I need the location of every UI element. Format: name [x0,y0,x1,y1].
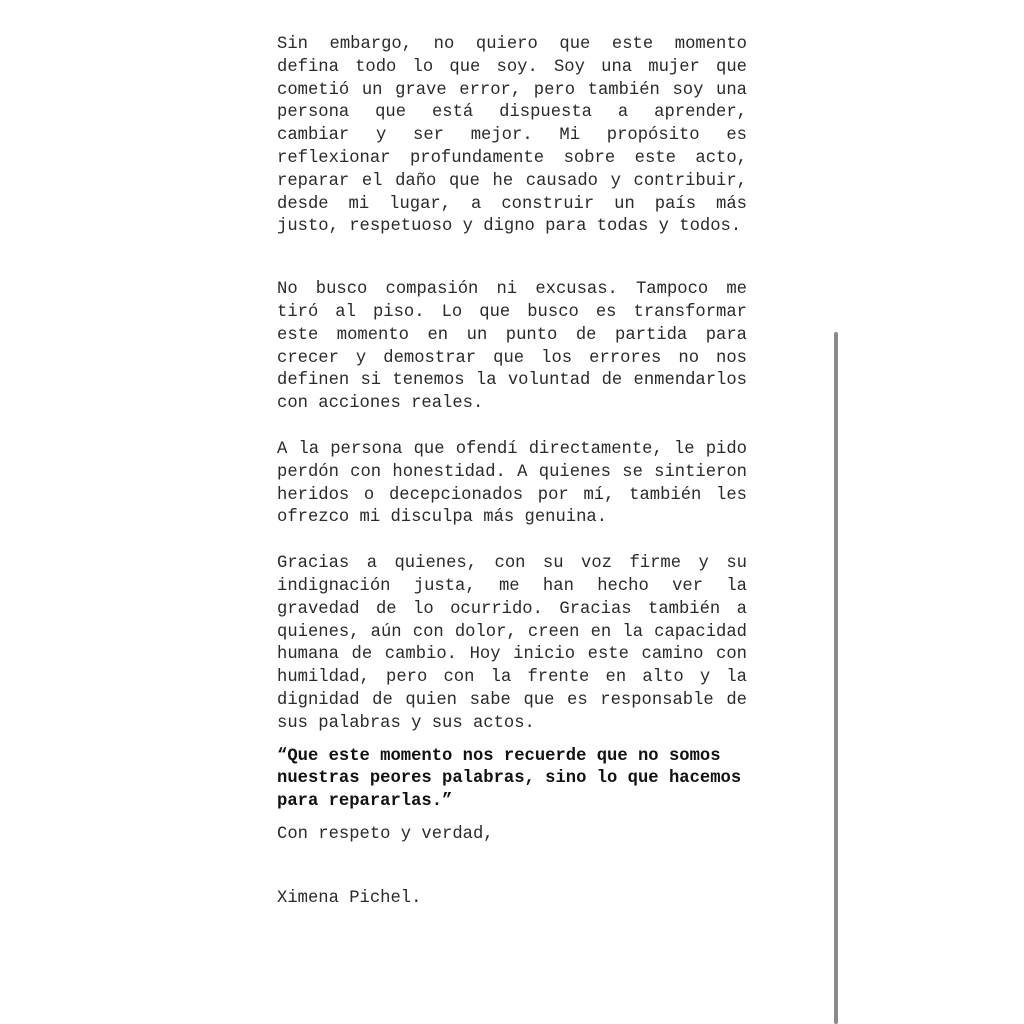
statement-document [277,34,747,911]
paragraph-3: A la persona que ofendí directamente, le pido perdón con honestidad. A quienes se sintieron heridos o decepcionados por mí, también les ofrezco mi disculpa más genuina. [277,439,747,528]
signature: Ximena Pichel. [277,888,422,908]
closing-quote: “Que este momento nos recuerde que no somos nuestras peores palabras, sino lo que hacemos para repararlas.” [277,746,742,812]
paragraph-1: Sin embargo, no quiero que este momento defina todo lo que soy. Soy una mujer que cometió un grave error, pero también soy una persona que está dispuesta a aprender, cambiar y ser mejor. Mi propósito es reflexionar profundamente sobre este acto, reparar el daño que he causado y contribuir, desde mi lugar, a construir un país más justo, respetuoso y digno para todas y todos. [277,35,747,237]
paragraph-2: No busco compasión ni excusas. Tampoco me tiró al piso. Lo que busco es transformar este momento en un punto de partida para crecer y demostrar que los errores no nos definen si tenemos la voluntad de enmendarlos con acciones reales. [277,280,747,414]
vertical-scrollbar[interactable] [834,332,838,1024]
closing-line: Con respeto y verdad, [277,824,494,844]
paragraph-4: Gracias a quienes, con su voz firme y su indignación justa, me han hecho ver la gravedad de lo ocurrido. Gracias también a quienes, aún con dolor, creen en la capacidad humana de cambio. Hoy inicio este camino con humildad, pero con la frente en alto y la dignidad de quien sabe que es responsable de sus palabras y sus actos. [277,554,747,733]
